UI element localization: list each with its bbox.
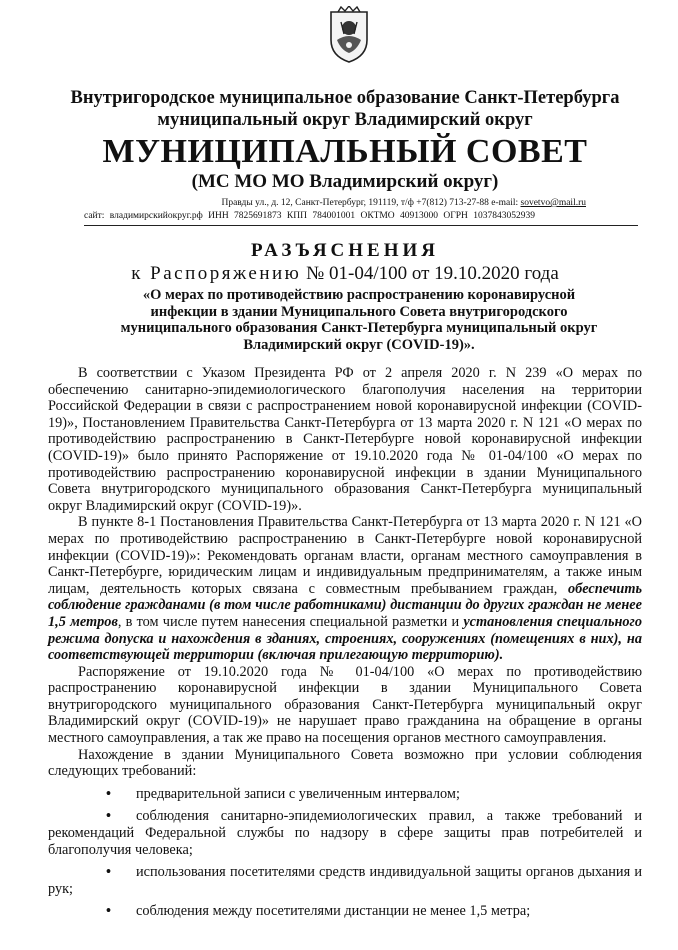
reference-number: № 01-04/100 от 19.10.2020 года [301,263,559,284]
list-item [48,808,642,858]
paragraph-3: Распоряжение от 19.10.2020 года № 01-04/100 «О мерах по противодействию распространению коронавирусной инфекции в здании Муниципального Совета внутригородского муниципального образования Санкт-Петербурга муниципальный округ Владимирский округ (COVID-19)» не нарушает право гражданина на обращение в органы местного самоуправления, а так же право на посещения органов местного самоуправления. [48,663,642,747]
bullet-icon: • [106,864,112,881]
document-reference [48,263,642,285]
council-title: МУНИЦИПАЛЬНЫЙ СОВЕТ [102,133,588,170]
list-item-text: использования посетителями средств индивидуальной защиты органов дыхания и рук; [48,864,642,897]
paragraph-4: Нахождение в здании Муниципального Совета возможно при условии соблюдения следующих требований: [48,746,642,780]
requirements-list [48,786,642,920]
contacts-line2: сайт: владимирскийокруг.рф ИНН 7825691873 КПП 784001001 ОКТМО 40913000 ОГРН 1037843052939 [84,211,536,221]
paragraph-2 [48,514,642,663]
bullet-icon: • [106,903,112,920]
list-item [48,864,642,897]
list-item [48,903,642,920]
contacts-line1 [48,197,642,209]
list-item-text: соблюдения санитарно-эпидемиологических правил, а также требований и рекомендаций Федеральной службы по надзору в сфере защиты прав потребителей и благополучия человека; [48,808,642,858]
coat-of-arms-emblem [327,6,371,64]
list-item-text: соблюдения между посетителями дистанции не менее 1,5 метра; [136,903,531,920]
paragraph-2-emphasis-2: установления специального режима допуска и нахождения в зданиях, строениях, сооружениях (помещениях в них), на соответствующей территории (включая прилегающую территорию). [48,613,642,664]
org-name-line2: муниципальный округ Владимирский округ [157,110,533,130]
address-phone: Правды ул., д. 12, Санкт-Петербург, 191119, т/ф +7(812) 713-27-88 e-mail: [221,198,519,208]
bullet-icon: • [106,808,112,825]
document-subject: «О мерах по противодействию распространению коронавирусной инфекции в здании Муниципального Совета внутригородского муниципального образования Санкт-Петербурга муниципальный округ Владимирский округ (COVID-19)». [120,287,598,353]
reference-prefix: к Распоряжению [131,263,302,284]
paragraph-2-part-c: , в том числе путем нанесения специальной разметки и [117,613,464,630]
list-item [48,786,642,803]
document-title: РАЗЪЯСНЕНИЯ [250,240,440,261]
council-abbreviation: (МС МО МО Владимирский округ) [191,171,499,192]
bullet-icon: • [106,785,112,802]
header-divider [84,225,638,226]
document-body [48,365,642,920]
org-name-line1: Внутригородское муниципальное образование Санкт-Петербурга [70,88,620,108]
list-item-text: предварительной записи с увеличенным интервалом; [136,785,460,802]
paragraph-2-emphasis-1: обеспечить соблюдение гражданами (в том числе работниками) дистанции до других граждан не менее 1,5 метров [48,580,642,630]
paragraph-1: В соответствии с Указом Президента РФ от 2 апреля 2020 г. N 239 «О мерах по обеспечению санитарно-эпидемиологического благополучия населения на территории Российской Федерации в связи с распространением новой коронавирусной инфекции (COVID-19)», Постановлением Правительства Санкт-Петербурга от 13 марта 2020 г. N 121 «О мерах по противодействию распространению в Санкт-Петербурге новой коронавирусной инфекции (COVID-19)» было принято Распоряжение от 19.10.2020 года № 01-04/100 «О мерах по противодействию распространению коронавирусной инфекции в здании Муниципального Совета внутригородского муниципального образования Санкт-Петербурга муниципальный округ Владимирский округ (COVID-19)». [48,365,642,514]
email-link[interactable]: sovetvo@mail.ru [520,198,586,208]
paragraph-2-part-a: В пункте 8-1 Постановления Правительства Санкт-Петербурга от 13 марта 2020 г. N 121 «О мерах по противодействию распространению в Санкт-Петербурге новой коронавирусной инфекции (COVID-19)»: Рекомендовать органам власти, органам местного самоуправления в Санкт-Петербурге, юридическим лицам и индивидуальным предпринимателям, а также иным лицам, деятельность которых связана с совместным пребыванием граждан, [48,514,642,597]
